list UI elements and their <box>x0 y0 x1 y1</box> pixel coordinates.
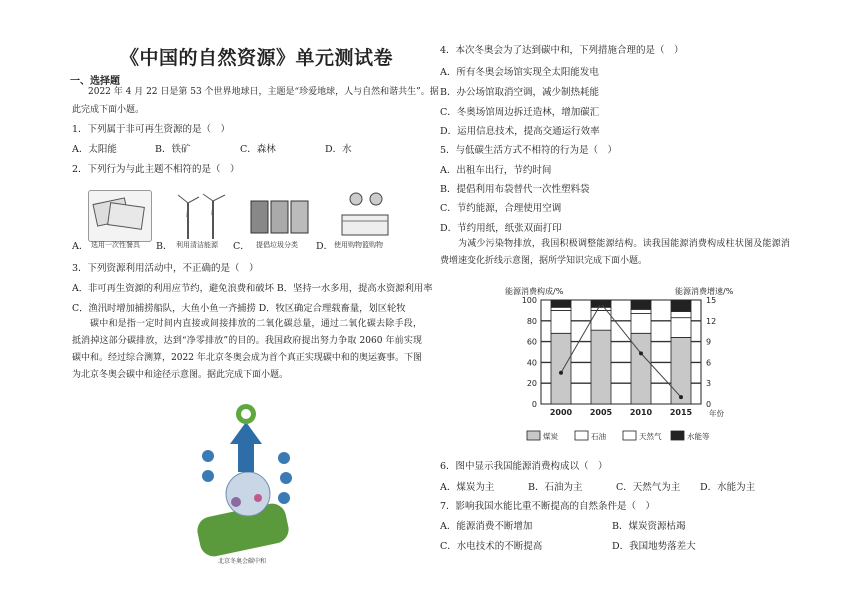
question-6-option-c[interactable]: C．天然气为主 <box>616 482 681 493</box>
question-4-option-d[interactable]: D．运用信息技术，提高交通运行效率 <box>440 126 600 137</box>
intro-text-line2: 此完成下面小题。 <box>72 105 145 115</box>
question-6-option-a[interactable]: A．煤炭为主 <box>440 482 495 493</box>
question-7-option-d[interactable]: D．我国地势落差大 <box>612 541 696 552</box>
caption-c: 提倡垃圾分类 <box>256 241 298 249</box>
y-left-tick-label: 60 <box>526 337 537 347</box>
legend-label: 水能等 <box>687 432 710 441</box>
bar-segment-天然气 <box>631 309 651 313</box>
page-title: 《中国的自然资源》单元测试卷 <box>120 47 394 69</box>
bar-segment-石油 <box>631 314 651 334</box>
question-2-stem: 2．下列行为与此主题不相符的是（ ） <box>72 164 240 175</box>
question-5-option-c[interactable]: C．节约能源，合理使用空调 <box>440 203 562 214</box>
question-5-option-a[interactable]: A．出租车出行，节约时间 <box>440 165 552 176</box>
question-6-option-d[interactable]: D．水能为主 <box>700 482 756 493</box>
question-5-option-b[interactable]: B．提倡利用布袋替代一次性塑料袋 <box>440 184 590 195</box>
caption-d: 使用购物篮购物 <box>334 241 383 249</box>
growth-point <box>559 371 563 375</box>
question-4-stem: 4．本次冬奥会为了达到碳中和，下列措施合理的是（ ） <box>440 45 684 56</box>
y-left-tick-label: 20 <box>526 379 537 389</box>
bar-segment-石油 <box>671 318 691 338</box>
legend-label: 天然气 <box>639 432 662 441</box>
question-2-option-d[interactable]: D． <box>316 241 334 252</box>
x-tick-label: 2010 <box>629 408 653 417</box>
question-1-stem: 1．下列属于非可再生资源的是（ ） <box>72 124 231 135</box>
legend-swatch-水能等 <box>671 431 684 440</box>
y-right-tick-label: 15 <box>706 296 717 305</box>
question-2-option-c[interactable]: C． <box>233 241 250 252</box>
question-7-option-a[interactable]: A．能源消费不断增加 <box>440 521 533 532</box>
y-left-tick-label: 80 <box>526 316 537 326</box>
question-7-option-b[interactable]: B．煤炭资源枯竭 <box>612 521 686 532</box>
bar-segment-煤炭 <box>551 333 571 404</box>
bar-segment-石油 <box>551 310 571 333</box>
disposable-tableware-image <box>88 190 152 242</box>
question-1-option-a[interactable]: A．太阳能 <box>72 144 117 155</box>
growth-point <box>679 395 683 399</box>
figure-caption: 北京冬奥会碳中和 <box>218 558 267 565</box>
bar-segment-天然气 <box>671 311 691 317</box>
bar-segment-水能等 <box>551 300 571 307</box>
y-left-tick-label: 100 <box>521 296 537 305</box>
question-7-stem: 7．影响我国水能比重不断提高的自然条件是（ ） <box>440 501 656 512</box>
question-1-option-b[interactable]: B．铁矿 <box>155 144 191 155</box>
legend-swatch-石油 <box>575 431 588 440</box>
question-3-options-cd[interactable]: C．渔汛时增加捕捞船队，大鱼小鱼一齐捕捞 D．牧区确定合理载畜量，划区轮牧 <box>72 303 406 314</box>
question-6-stem: 6．图中显示我国能源消费构成以（ ） <box>440 461 608 472</box>
y-right-tick-label: 9 <box>706 337 712 347</box>
energy-passage: 为减少污染物排放，我国积极调整能源结构。读我国能源消费构成柱状图及能源消费增速变化折线示意图，据所学知识完成下面小题。 <box>440 239 790 266</box>
y-right-tick-label: 0 <box>706 400 712 409</box>
y-right-tick-label: 12 <box>706 316 717 326</box>
section-heading: 一、选择题 <box>70 76 120 87</box>
y-right-tick-label: 6 <box>706 358 712 368</box>
question-3-options-ab[interactable]: A．非可再生资源的利用应节约，避免浪费和破坏 B．坚持一水多用，提高水资源利用率 <box>72 283 433 294</box>
legend-label: 石油 <box>591 432 606 441</box>
carbon-neutral-figure <box>168 402 300 562</box>
caption-a: 选用一次性餐具 <box>91 241 140 249</box>
intro-text-line1: 2022 年 4 月 22 日是第 53 个世界地球日，主题是“珍爱地球，人与自然和谐共生”。据 <box>88 87 439 97</box>
caption-b: 利用清洁能源 <box>176 241 218 249</box>
growth-point <box>599 301 603 305</box>
legend-label: 煤炭 <box>543 432 558 441</box>
question-1-option-d[interactable]: D．水 <box>325 144 352 155</box>
y-left-tick-label: 0 <box>531 400 537 409</box>
garbage-bins-image <box>248 192 312 240</box>
bar-segment-石油 <box>591 310 611 330</box>
legend-swatch-天然气 <box>623 431 636 440</box>
carbon-neutral-passage: 碳中和是指一定时间内直接或间接排放的二氧化碳总量，通过二氧化碳去除手段，抵消掉这部分碳排放，达到“净零排放”的目的。我国政府提出努力争取 2060 年前实现碳中和。经过综合测算，2022 年北京冬奥会成为首个真正实现碳中和的奥运赛事。下图为北京冬奥会碳中和途径示意图。据此完成下面小题。 <box>72 319 422 380</box>
y-left-tick-label: 40 <box>526 358 537 368</box>
growth-point <box>639 351 643 355</box>
question-1-option-c[interactable]: C．森林 <box>240 144 276 155</box>
bar-segment-天然气 <box>591 307 611 310</box>
bar-segment-水能等 <box>631 300 651 309</box>
legend-swatch-煤炭 <box>527 431 540 440</box>
bar-segment-天然气 <box>551 307 571 310</box>
x-tick-label: 2005 <box>589 408 613 417</box>
question-3-stem: 3．下列资源利用活动中，不正确的是（ ） <box>72 263 259 274</box>
question-5-option-d[interactable]: D．节约用纸，纸张双面打印 <box>440 223 562 234</box>
question-4-option-b[interactable]: B．办公场馆取消空调，减少制热耗能 <box>440 87 599 98</box>
question-5-stem: 5．与低碳生活方式不相符的行为是（ ） <box>440 145 618 156</box>
bar-segment-水能等 <box>671 300 691 311</box>
wind-turbine-image <box>172 190 232 242</box>
x-tick-label: 2015 <box>669 408 693 417</box>
chart-right-axis-title: 能源消费增速/% <box>675 287 734 296</box>
energy-chart <box>505 284 750 449</box>
question-4-option-a[interactable]: A．所有冬奥会场馆实现全太阳能发电 <box>440 67 599 78</box>
bar-segment-煤炭 <box>591 330 611 404</box>
question-7-option-c[interactable]: C．水电技术的不断提高 <box>440 541 543 552</box>
question-6-option-b[interactable]: B．石油为主 <box>528 482 583 493</box>
bar-segment-煤炭 <box>671 337 691 404</box>
shopping-basket-image <box>333 188 397 242</box>
chart-left-axis-title: 能源消费构成/% <box>505 287 564 296</box>
question-2-option-b[interactable]: B． <box>156 241 173 252</box>
question-2-option-a[interactable]: A． <box>72 241 89 252</box>
chart-x-unit: 年份 <box>709 409 724 418</box>
y-right-tick-label: 3 <box>706 379 712 389</box>
question-4-option-c[interactable]: C．冬奥场馆周边拆迁造林，增加碳汇 <box>440 107 600 118</box>
x-tick-label: 2000 <box>549 408 573 417</box>
